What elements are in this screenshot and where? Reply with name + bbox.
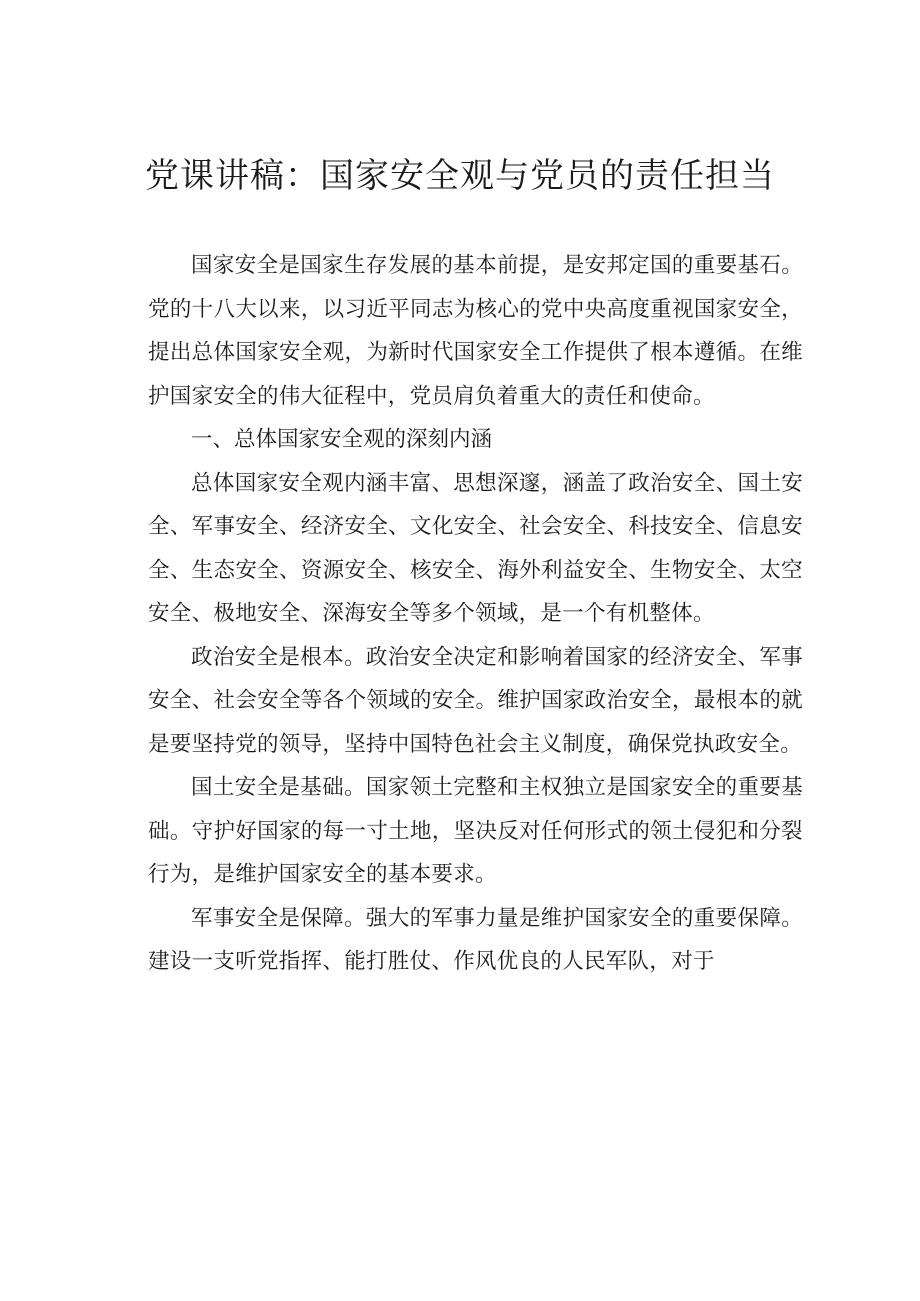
- body-paragraph: 总体国家安全观内涵丰富、思想深邃，涵盖了政治安全、国土安全、军事安全、经济安全、文化安全、社会安全、科技安全、信息安全、生态安全、资源安全、核安全、海外利益安全、生物安全、太空安全、极地安全、深海安全等多个领域，是一个有机整体。: [148, 470, 803, 626]
- document-body: [148, 244, 803, 984]
- body-paragraph: 国土安全是基础。国家领土完整和主权独立是国家安全的重要基础。守护好国家的每一寸土地，坚决反对任何形式的领土侵犯和分裂行为，是维护国家安全的基本要求。: [148, 775, 803, 887]
- document-title: 党课讲稿：国家安全观与党员的责任担当: [145, 156, 775, 196]
- section-heading: 一、总体国家安全观的深刻内涵: [191, 427, 493, 452]
- body-paragraph: 军事安全是保障。强大的军事力量是维护国家安全的重要保障。建设一支听党指挥、能打胜仗、作风优良的人民军队，对于: [148, 905, 803, 974]
- intro-paragraph: 国家安全是国家生存发展的基本前提，是安邦定国的重要基石。党的十八大以来，以习近平同志为核心的党中央高度重视国家安全，提出总体国家安全观，为新时代国家安全工作提供了根本遵循。在维护国家安全的伟大征程中，党员肩负着重大的责任和使命。: [148, 253, 803, 409]
- body-paragraph: 政治安全是根本。政治安全决定和影响着国家的经济安全、军事安全、社会安全等各个领域的安全。维护国家政治安全，最根本的就是要坚持党的领导，坚持中国特色社会主义制度，确保党执政安全。: [148, 644, 803, 757]
